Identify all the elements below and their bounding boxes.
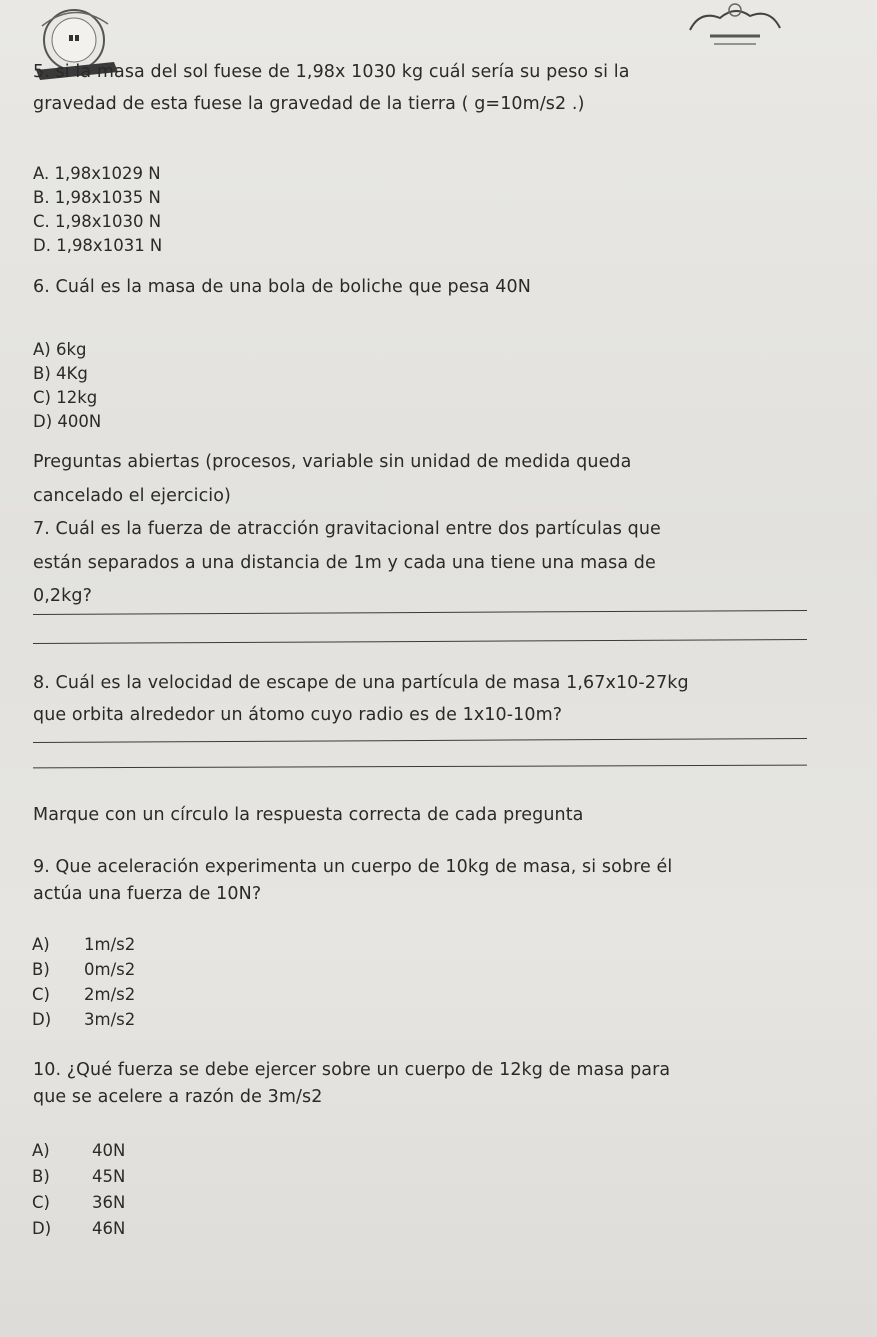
option-letter: A) — [32, 1141, 50, 1160]
question-7-answer-line-1[interactable] — [33, 610, 807, 615]
question-7-line-1: 7. Cuál es la fuerza de atracción gravitacional entre dos partículas que — [33, 519, 661, 539]
question-10-option-b[interactable] — [32, 1167, 125, 1186]
question-7-line-2: están separados a una distancia de 1m y cada una tiene una masa de — [33, 553, 656, 573]
option-letter: C) — [32, 1193, 50, 1212]
question-9-line-2: actúa una fuerza de 10N? — [33, 884, 262, 904]
option-value: 0m/s2 — [84, 960, 136, 979]
option-value: 40N — [92, 1141, 126, 1160]
question-10-option-a[interactable] — [32, 1141, 125, 1160]
option-letter: B) — [32, 960, 50, 979]
question-5-option-b: B. 1,98x1035 N — [33, 188, 161, 207]
option-letter: D) — [32, 1010, 52, 1029]
option-letter: C) — [32, 985, 50, 1004]
question-5-line-2: gravedad de esta fuese la gravedad de la tierra ( g=10m/s2 .) — [33, 94, 585, 114]
option-letter: D) — [32, 1219, 52, 1238]
question-5-option-a: A. 1,98x1029 N — [33, 164, 161, 183]
question-5-option-d: D. 1,98x1031 N — [33, 236, 163, 255]
question-6-option-a: A) 6kg — [33, 340, 87, 359]
option-value: 36N — [92, 1193, 126, 1212]
institution-emblem-logo — [680, 0, 790, 52]
question-6-option-b: B) 4Kg — [33, 364, 88, 383]
question-10-line-1: 10. ¿Qué fuerza se debe ejercer sobre un cuerpo de 12kg de masa para — [33, 1060, 671, 1080]
question-10-option-c[interactable] — [32, 1193, 125, 1212]
question-10-line-2: que se acelere a razón de 3m/s2 — [33, 1087, 323, 1107]
question-9-option-b[interactable] — [32, 960, 135, 979]
question-8-line-2: que orbita alrededor un átomo cuyo radio es de 1x10-10m? — [33, 705, 563, 725]
question-10-option-d[interactable] — [32, 1219, 125, 1238]
question-8-answer-line-1[interactable] — [33, 738, 807, 743]
question-9-option-d[interactable] — [32, 1010, 135, 1029]
question-6-option-c: C) 12kg — [33, 388, 98, 407]
question-7-answer-line-2[interactable] — [33, 639, 807, 644]
option-value: 3m/s2 — [84, 1010, 136, 1029]
multiple-choice-instructions: Marque con un círculo la respuesta correcta de cada pregunta — [33, 805, 584, 825]
option-letter: B) — [32, 1167, 50, 1186]
option-letter: A) — [32, 935, 50, 954]
question-7-line-3: 0,2kg? — [33, 586, 92, 606]
option-value: 46N — [92, 1219, 126, 1238]
option-value: 1m/s2 — [84, 935, 136, 954]
question-9-option-c[interactable] — [32, 985, 135, 1004]
question-8-answer-line-2[interactable] — [33, 765, 807, 769]
open-questions-heading-line-2: cancelado el ejercicio) — [33, 486, 231, 506]
question-6-option-d: D) 400N — [33, 412, 102, 431]
question-9-option-a[interactable] — [32, 935, 135, 954]
question-5-option-c: C. 1,98x1030 N — [33, 212, 162, 231]
question-9-line-1: 9. Que aceleración experimenta un cuerpo de 10kg de masa, si sobre él — [33, 857, 673, 877]
open-questions-heading-line-1: Preguntas abiertas (procesos, variable sin unidad de medida queda — [33, 452, 632, 472]
question-8-line-1: 8. Cuál es la velocidad de escape de una partícula de masa 1,67x10-27kg — [33, 673, 689, 693]
option-value: 45N — [92, 1167, 126, 1186]
question-6-text: 6. Cuál es la masa de una bola de boliche que pesa 40N — [33, 277, 531, 297]
question-5-line-1: 5. si la masa del sol fuese de 1,98x 1030 kg cuál sería su peso si la — [33, 62, 630, 82]
option-value: 2m/s2 — [84, 985, 136, 1004]
